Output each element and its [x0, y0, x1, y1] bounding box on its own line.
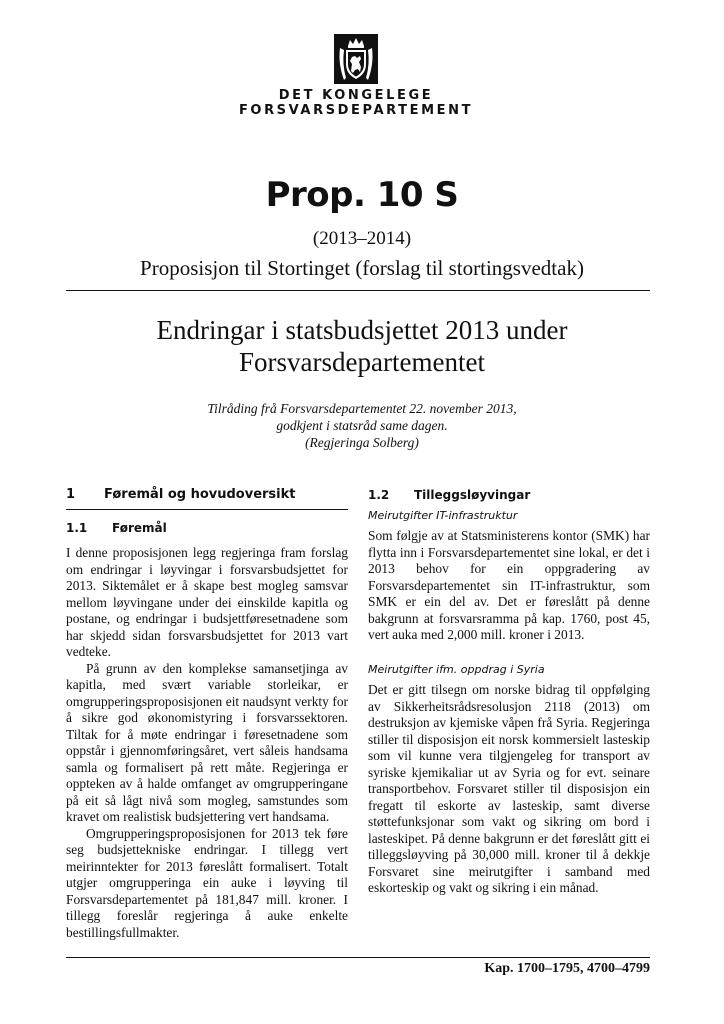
section-1-heading	[66, 487, 348, 510]
chapter-range: Kap. 1700–1795, 4700–4799	[484, 961, 650, 976]
approval-line2: godkjent i statsråd same dagen.	[276, 418, 448, 433]
document-title	[0, 314, 724, 378]
ministry-name-line2: FORSVARSDEPARTEMENT	[238, 103, 474, 118]
section-1-2-number: 1.2	[368, 488, 390, 502]
paragraph: På grunn av den komplekse samansetjinga av kapitla, med svært variable storleikar, er omgrupperingsproposisjonen eit naudsynt verkty for å sikre god økonomistyring i forsvarssektoren. Tiltak for å møte endringar i føresetnadene som oppstår i gjennomføringsåret, vert såleis handsama samla og formalisert på rett måte. Regjeringa er oppteken av å halde omfanget av omgrupperingane på eit så lågt nivå som mogleg, samstundes som kravet om realistisk budsjettering vert handsama.	[66, 660, 348, 824]
approval-line3: (Regjeringa Solberg)	[305, 435, 419, 450]
paragraph: I denne proposisjonen legg regjeringa fram forslag om endringar i løyvingar i forsvarsbudsjettet for 2013. Siktemålet er å skape best mogleg samsvar mellom løyvingane under dei einskilde kapitla og postane, og endringar i budsjettføresetnadene som har skjedd sidan forsvarsbudsjettet for 2013 vart vedteke.	[66, 545, 348, 659]
document-title-line2: Forsvarsdepartementet	[239, 347, 485, 377]
spacer	[368, 644, 650, 662]
section-1-2-title: Tilleggsløyvingar	[414, 488, 531, 502]
section-1-2-heading	[368, 487, 650, 504]
top-divider	[66, 290, 650, 291]
approval-note	[0, 400, 724, 451]
subheading-syria: Meirutgifter ifm. oppdrag i Syria	[368, 662, 545, 676]
section-1-1-number: 1.1	[66, 520, 88, 535]
section-1-1-title: Føremål	[112, 520, 167, 535]
section-1-title: Føremål og hovudoversikt	[104, 487, 296, 502]
section-1-1-heading	[66, 520, 348, 537]
left-column	[66, 487, 348, 941]
ministry-name-line1: DET KONGELEGE	[278, 88, 434, 103]
proposition-number: Prop. 10 S	[265, 175, 459, 215]
section-1-number: 1	[66, 487, 76, 502]
paragraph: Omgrupperingsproposisjonen for 2013 tek føre seg budsjettekniske endringar. I tillegg vert meirinntekter for 2013 føreslått formalisert. Totalt utgjer omgrupperinga ein auke i løyving til Forsvarsdepartementet på 181,847 mill. kroner. I tillegg foreslår regjeringa å auke enkelte bestillingsfullmakter.	[66, 825, 348, 940]
proposition-subtitle: Proposisjon til Stortinget (forslag til stortingsvedtak)	[140, 256, 584, 280]
document-title-line1: Endringar i statsbudsjettet 2013 under	[156, 315, 568, 345]
bottom-divider	[66, 957, 650, 958]
subheading-it: Meirutgifter IT-infrastruktur	[368, 508, 518, 522]
paragraph: Som følgje av at Statsministerens kontor (SMK) har flytta inn i Forsvarsdepartementet sine lokal, er det i 2013 behov for ein oppgradering av Forsvarsdepartementet sin IT-infrastruktur, som SMK er ein del av. Det er føreslått på denne bakgrunn at forsvarsramma på kap. 1760, post 45, vert auka med 2,000 mill. kroner i 2013.	[368, 528, 650, 642]
session-year: (2013–2014)	[312, 228, 412, 249]
right-column	[368, 487, 650, 897]
paragraph: Det er gitt tilsegn om norske bidrag til oppfølging av Sikkerheitsrådsresolusjon 2118 (2013) om destruksjon av kjemiske våpen frå Syria. Regjeringa stiller til disposisjon eit norsk kommersielt lasteskip som vil kunne vera tilgjengeleg for transport av syriske kjemikaliar ut av Syria og for evt. seinare transportbehov. Forsvaret stiller til disposisjon ein fregatt til eskorte av lasteskip, samt diverse støttefunksjonar som vakt og sikring om bord i lasteskipet. På denne bakgrunn er det føreslått gitt ei tilleggsløyving på 30,000 mill. kroner til å dekkje Forsvaret sine meirutgifter i samband med eskorteskip og vakt og sikring i ein månad.	[368, 682, 650, 895]
coat-of-arms-icon	[334, 34, 378, 84]
approval-line1: Tilråding frå Forsvarsdepartementet 22. november 2013,	[207, 401, 517, 416]
